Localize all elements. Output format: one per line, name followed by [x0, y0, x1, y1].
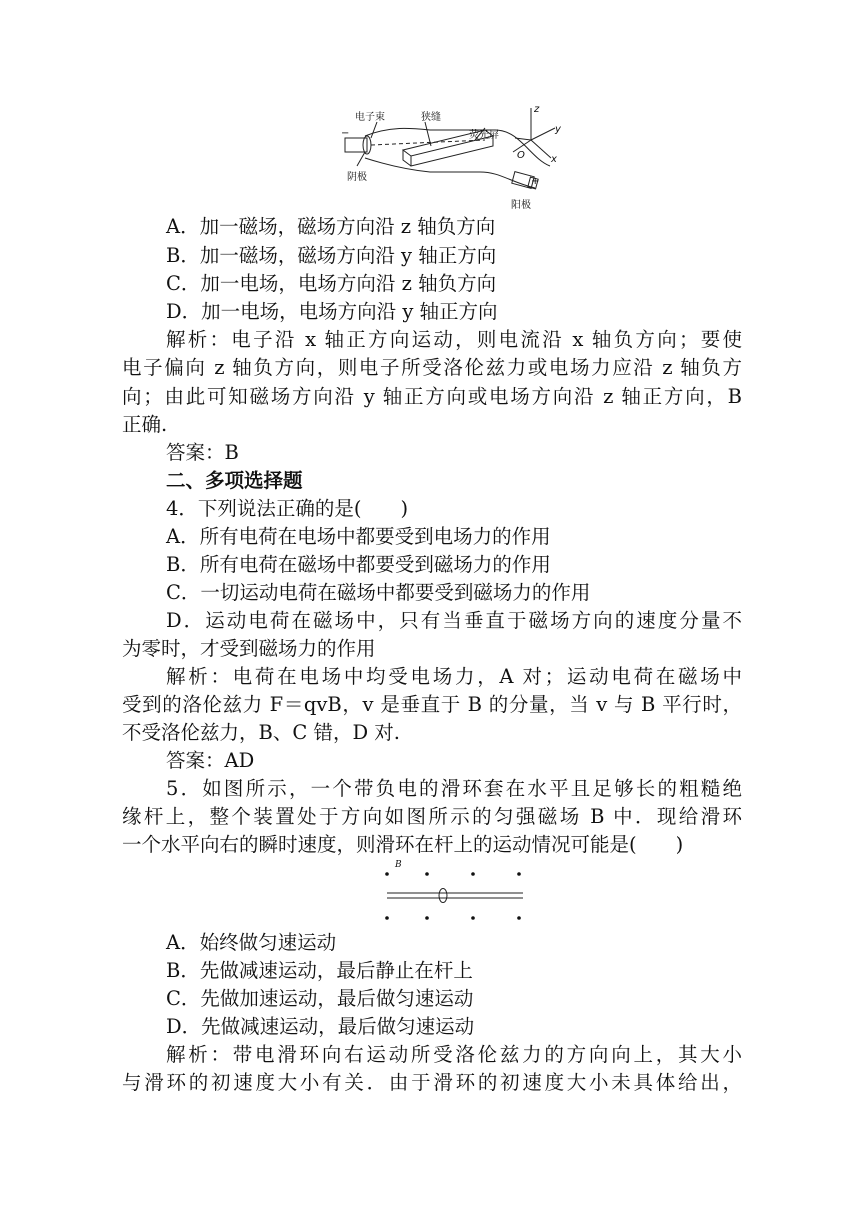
crt-figure [335, 100, 575, 212]
label-origin: O [517, 150, 525, 161]
q4-option-d-line-1: D．运动电荷在磁场中，只有当垂直于磁场方向的速度分量不 [166, 609, 742, 632]
label-plus: + [531, 176, 540, 187]
q5-analysis-line-2: 与滑环的初速度大小有关．由于滑环的初速度大小未具体给出， [122, 1071, 742, 1094]
q3-option-c: C．加一电场，电场方向沿 z 轴负方向 [166, 272, 497, 295]
section-title: 二、多项选择题 [166, 469, 303, 492]
q4-analysis-line-1: 解析：电荷在电场中均受电场力，A 对；运动电荷在磁场中 [166, 665, 742, 688]
label-y: y [555, 124, 561, 135]
q5-option-a: A．始终做匀速运动 [166, 931, 337, 954]
q3-answer: 答案：B [166, 441, 239, 464]
label-minus: − [341, 128, 350, 139]
q3-analysis-line-2: 电子偏向 z 轴负方向，则电子所受洛伦兹力或电场力应沿 z 轴负方 [122, 356, 742, 379]
label-cathode: 阴极 [347, 172, 367, 183]
label-anode: 阳极 [511, 200, 531, 211]
q3-analysis-line-3: 向；由此可知磁场方向沿 y 轴正方向或电场方向沿 z 轴正方向，B [122, 385, 742, 408]
q4-option-b: B．所有电荷在磁场中都要受到磁场力的作用 [166, 553, 551, 576]
q3-option-d: D．加一电场，电场方向沿 y 轴正方向 [166, 300, 498, 323]
ring-rod-figure [375, 858, 535, 926]
q4-answer: 答案：AD [166, 749, 255, 772]
q5-stem-line-1: 5．如图所示，一个带负电的滑环套在水平且足够长的粗糙绝 [166, 777, 742, 800]
q5-stem-line-2: 缘杆上，整个装置处于方向如图所示的匀强磁场 B 中．现给滑环 [122, 805, 742, 828]
q4-option-c: C．一切运动电荷在磁场中都要受到磁场力的作用 [166, 581, 591, 604]
label-x: x [551, 154, 557, 165]
label-slit: 狭缝 [421, 112, 441, 123]
q5-stem-line-3: 一个水平向右的瞬时速度，则滑环在杆上的运动情况可能是( ) [122, 833, 684, 856]
label-beam: 电子束 [355, 112, 385, 123]
q3-analysis-line-4: 正确. [122, 413, 168, 436]
q3-analysis-line-1: 解析：电子沿 x 轴正方向运动，则电流沿 x 轴负方向；要使 [166, 328, 742, 351]
q4-analysis-line-2: 受到的洛伦兹力 F＝qvB，v 是垂直于 B 的分量，当 v 与 B 平行时， [122, 693, 742, 716]
q5-option-b: B．先做减速运动，最后静止在杆上 [166, 959, 473, 982]
q4-option-a: A．所有电荷在电场中都要受到电场力的作用 [166, 525, 551, 548]
q3-option-a: A．加一磁场，磁场方向沿 z 轴负方向 [166, 215, 496, 238]
q5-analysis-line-1: 解析：带电滑环向右运动所受洛伦兹力的方向向上，其大小 [166, 1043, 742, 1066]
label-screen: 荧光屏 [469, 130, 499, 141]
q5-option-c: C．先做加速运动，最后做匀速运动 [166, 987, 474, 1010]
q4-option-d-line-2: 为零时，才受到磁场力的作用 [122, 637, 376, 660]
q4-stem: 4．下列说法正确的是( ) [166, 497, 409, 520]
field-label-b: B [395, 860, 402, 870]
q4-analysis-line-3: 不受洛伦兹力，B、C 错，D 对. [122, 721, 400, 744]
q3-option-b: B．加一磁场，磁场方向沿 y 轴正方向 [166, 244, 497, 267]
label-z: z [534, 104, 540, 115]
q5-option-d: D．先做减速运动，最后做匀速运动 [166, 1015, 475, 1038]
